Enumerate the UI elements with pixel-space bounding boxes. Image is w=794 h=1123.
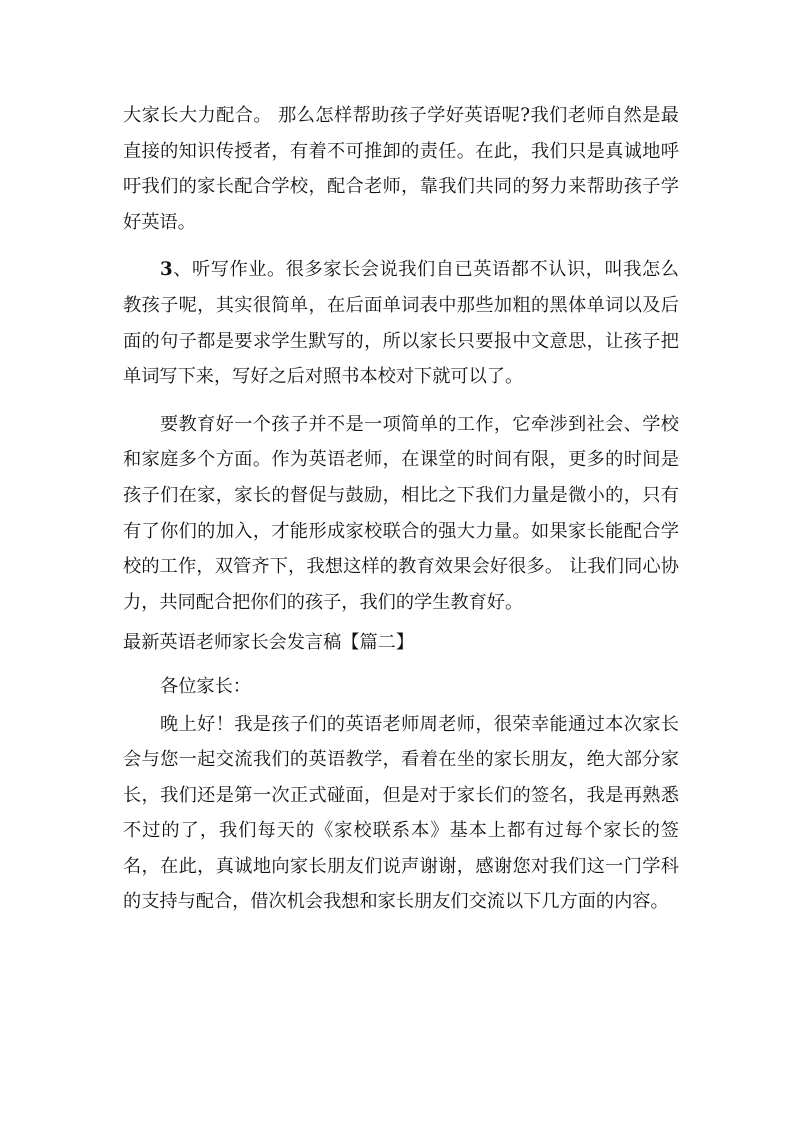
paragraph-second-speech-intro: 晚上好！我是孩子们的英语老师周老师，很荣幸能通过本次家长会与您一起交流我们的英语教学，看着在坐的家长朋友，绝大部分家长，我们还是第一次正式碰面，但是对于家长们的签名，我是再熟悉不过的了，我们每天的《家校联系本》基本上都有过每个家长的签名，在此，真诚地向家长朋友们说声谢谢，感谢您对我们这一门学科的支持与配合，借次机会我想和家长朋友们交流以下几方面的内容。	[123, 713, 679, 913]
item-number: 3	[160, 259, 173, 281]
paragraph-closing-first-speech: 要教育好一个孩子并不是一项简单的工作，它牵涉到社会、学校和家庭多个方面。作为英语老师，在课堂的时间有限，更多的时间是孩子们在家，家长的督促与鼓励，相比之下我们力量是微小的，只有有了你们的加入，才能形成家校联合的强大力量。如果家长能配合学校的工作，双管齐下，我想这样的教育效果会好很多。 让我们同心协力，共同配合把你们的孩子，我们的学生教育好。	[123, 413, 679, 613]
paragraph-item-3	[123, 252, 679, 394]
section-heading: 最新英语老师家长会发言稿【篇二】	[123, 632, 415, 654]
document-body	[123, 98, 679, 932]
greeting: 各位家长：	[160, 675, 251, 697]
item-3-text: 、听写作业。很多家长会说我们自已英语都不认识，叫我怎么教孩子呢，其实很简单，在后面单词表中那些加粗的黑体单词以及后面的句子都是要求学生默写的，所以家长只要报中文意思，让孩子把单词写下来，写好之后对照书本校对下就可以了。	[123, 259, 679, 388]
paragraph-continuation: 大家长大力配合。 那么怎样帮助孩子学好英语呢?我们老师自然是最直接的知识传授者，有着不可推卸的责任。在此，我们只是真诚地呼吁我们的家长配合学校，配合老师，靠我们共同的努力来帮助孩子学好英语。	[123, 105, 679, 233]
